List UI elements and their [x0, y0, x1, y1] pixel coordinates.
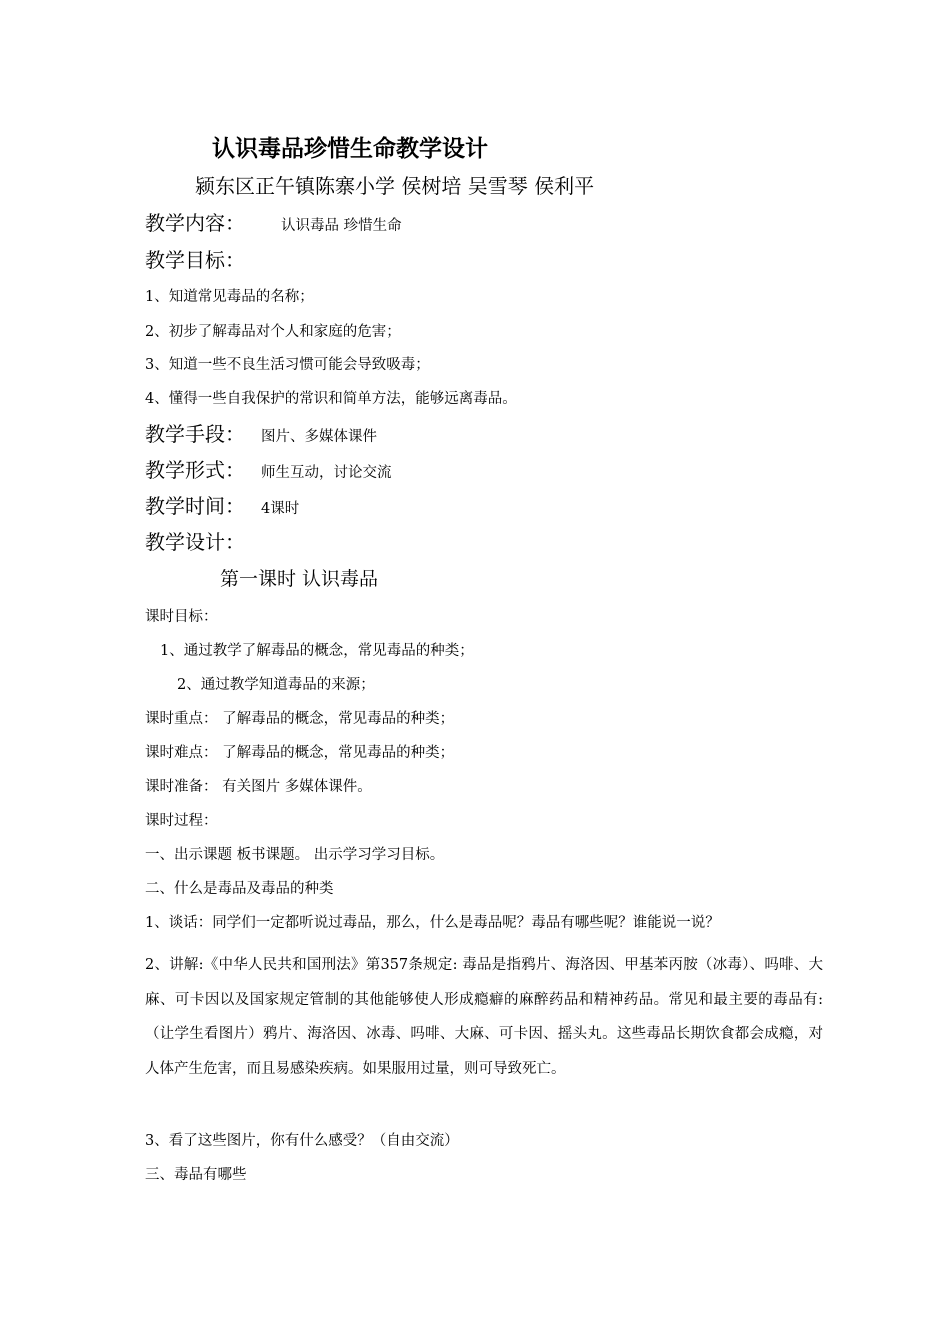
lesson-title: 第一课时 认识毒品 — [220, 568, 379, 590]
form-value: 师生互动，讨论交流 — [261, 465, 392, 481]
content-value: 认识毒品 珍惜生命 — [281, 218, 402, 234]
objective-item: 1、知道常见毒品的名称； — [145, 289, 314, 305]
process-step: 一、出示课题 板书课题。 出示学习学习目标。 — [145, 847, 445, 863]
section-heading: 三、毒品有哪些 — [145, 1167, 247, 1183]
document-title: 认识毒品珍惜生命教学设计 — [212, 136, 488, 162]
lesson-process-label: 课时过程： — [145, 813, 218, 829]
design-label: 教学设计： — [145, 530, 245, 554]
means-label: 教学手段： — [145, 422, 245, 446]
objective-item: 4、懂得一些自我保护的常识和简单方法，能够远离毒品。 — [145, 391, 517, 407]
content-label: 教学内容： — [145, 211, 245, 235]
means-value: 图片、多媒体课件 — [261, 429, 377, 445]
objectives-label: 教学目标： — [145, 248, 245, 272]
means-row — [145, 424, 377, 445]
objective-item: 2、初步了解毒品对个人和家庭的危害； — [145, 324, 401, 340]
process-step: 3、看了这些图片，你有什么感受？（自由交流） — [145, 1133, 459, 1149]
lesson-goal-item: 2、通过教学知道毒品的来源； — [177, 677, 375, 693]
form-row — [145, 460, 392, 481]
time-value: 4课时 — [261, 501, 300, 517]
objective-item: 3、知道一些不良生活习惯可能会导致吸毒； — [145, 357, 430, 373]
explanation-paragraph: 2、讲解:《中华人民共和国刑法》第357条规定: 毒品是指鸦片、海洛因、甲基苯丙胺（冰毒）、吗啡、大麻、可卡因以及国家规定管制的其他能够使人形成瘾癖的麻醉药品和精神药品。常见和最主要的毒品有:（让学生看图片）鸦片、海洛因、冰毒、吗啡、大麻、可卡因、摇头丸。这些毒品长期饮食都会成瘾，对人体产生危害，而且易感染疾病。如果服用过量，则可导致死亡。 — [145, 957, 823, 1077]
author-line: 颍东区正午镇陈寨小学 侯树培 吴雪琴 侯利平 — [195, 174, 595, 198]
content-row — [145, 213, 402, 234]
process-step: 1、谈话：同学们一定都听说过毒品，那么，什么是毒品呢？毒品有哪些呢？谁能说一说？ — [145, 915, 720, 931]
lesson-key-point: 课时重点： 了解毒品的概念，常见毒品的种类； — [145, 711, 455, 727]
lesson-goal-label: 课时目标： — [145, 609, 218, 625]
time-row — [145, 496, 299, 517]
lesson-goal-item: 1、通过教学了解毒品的概念，常见毒品的种类； — [160, 643, 474, 659]
lesson-difficulty: 课时难点： 了解毒品的概念，常见毒品的种类； — [145, 745, 455, 761]
form-label: 教学形式： — [145, 458, 245, 482]
lesson-preparation: 课时准备： 有关图片 多媒体课件。 — [145, 779, 372, 795]
time-label: 教学时间： — [145, 494, 245, 518]
process-step: 二、什么是毒品及毒品的种类 — [145, 881, 334, 897]
